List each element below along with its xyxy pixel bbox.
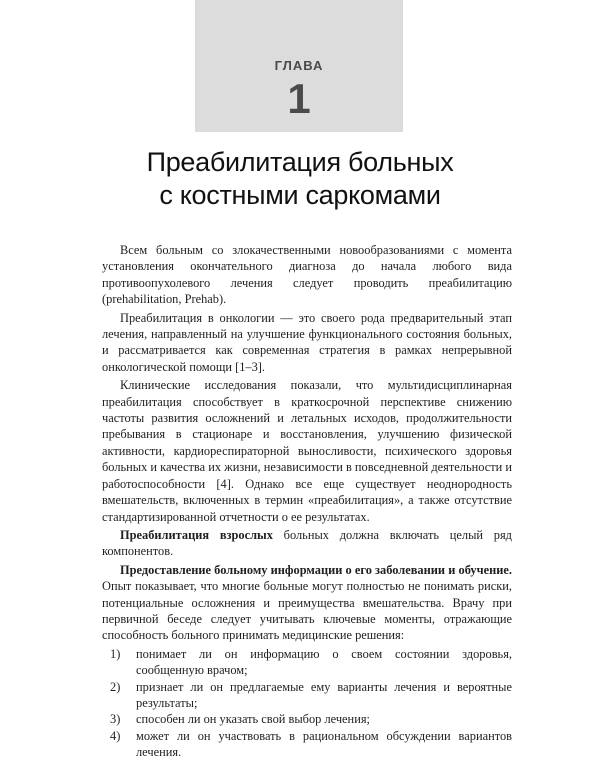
list-number: 1)	[110, 646, 121, 661]
paragraph-definition: Преабилитация в онкологии — это своего рода предварительный этап лечения, направленный на улучшение функционального состояния больных, и рассматривается как современная стратегия в рамках непрерывной онкологической помощи [1–3].	[102, 310, 512, 374]
chapter-title	[60, 146, 540, 212]
list-item	[102, 646, 512, 679]
list-item	[102, 679, 512, 712]
chapter-number: 1	[287, 75, 311, 122]
paragraph-intro: Всем больным со злокачественными новообразованиями с момента установления окончательного диагноза до начала любого вида противоопухолевого лечения следует проводить преабилитацию (prehabilitation, Prehab).	[102, 243, 512, 307]
list-number: 4)	[110, 728, 121, 743]
list-text: способен ли он указать свой выбор лечения;	[136, 712, 370, 727]
bold-phrase: Предоставление больному информации о его заболевании и обучение.	[120, 562, 512, 577]
list-number: 3)	[110, 712, 121, 727]
chapter-label: ГЛАВА	[274, 58, 324, 73]
paragraph-text: Опыт показывает, что многие больные могут полностью не понимать риски, потенциальные осложнения и преимущества вмешательства. Врачу при первичной беседе следует учитывать ключевые моменты, отражающие способность больного принимать медицинские решения:	[102, 579, 512, 643]
list-number: 2)	[110, 679, 121, 694]
paragraph-components	[102, 527, 512, 560]
list-text: понимает ли он информацию о своем состоянии здоровья, сообщенную врачом;	[136, 646, 512, 678]
list-text: может ли он участвовать в рациональном обсуждении вариантов лечения.	[136, 728, 512, 760]
list-item	[102, 711, 512, 727]
list-text: признает ли он предлагаемые ему варианты лечения и вероятные результаты;	[136, 679, 512, 710]
paragraph-text: больных должна включать целый ряд компонентов.	[102, 527, 512, 559]
chapter-title-line2: с костными саркомами	[159, 180, 441, 210]
decision-criteria-list	[102, 646, 512, 761]
chapter-title-line1: Преабилитация больных	[146, 147, 454, 177]
body-text	[102, 242, 512, 761]
paragraph-information	[102, 562, 512, 644]
list-item	[102, 728, 512, 761]
bold-phrase: Преабилитация взрослых	[120, 527, 273, 542]
chapter-header	[195, 0, 403, 132]
paragraph-research: Клинические исследования показали, что мультидисциплинарная преабилитация способствует в краткосрочной перспективе снижению частоты развития осложнений и летальных исходов, продолжительности пребывания в стационаре и восстановления, улучшению физической активности, кардиореспираторной выносливости, психического здоровья больных и качества их жизни, независимости в повседневной деятельности и работоспособности [4]. Однако все еще существует неоднородность вмешательств, включенных в термин «преабилитация», а также отсутствие стандартизированной отчетности о ее результатах.	[102, 378, 513, 524]
